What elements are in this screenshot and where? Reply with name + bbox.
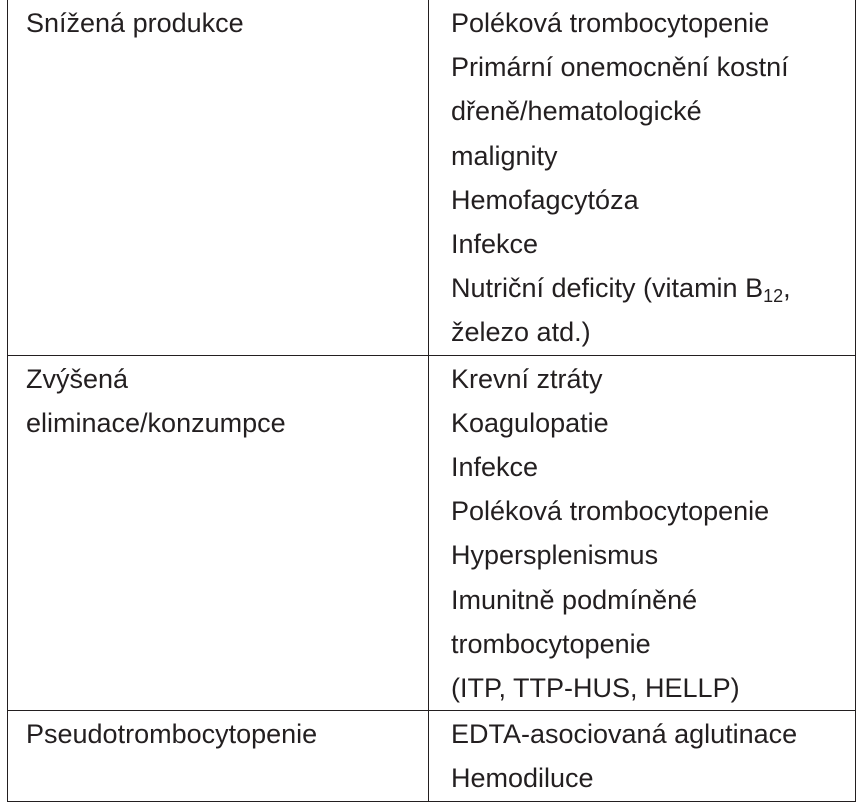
list-item: (ITP, TTP-HUS, HELLP) <box>451 673 740 704</box>
items-cell <box>429 355 856 711</box>
subscript-suffix: , <box>783 273 791 304</box>
list-item: Infekce <box>451 229 539 260</box>
category-cell <box>8 0 429 355</box>
list-item-with-subscript <box>451 266 855 310</box>
list-item: EDTA-asociovaná aglutinace <box>451 719 798 750</box>
list-item: Hemofagcytóza <box>451 184 639 215</box>
list-item: Hypersplenismus <box>451 540 659 571</box>
list-item-text: Nutriční deficity (vitamin B <box>451 273 764 304</box>
category-label: Snížená produkce <box>26 8 244 38</box>
list-item: Hemodiluce <box>451 763 594 794</box>
category-label: Pseudotrombocytopenie <box>26 719 318 750</box>
list-item: trombocytopenie <box>451 628 651 659</box>
table-row <box>8 711 856 801</box>
list-item: Primární onemocnění kostní <box>451 52 789 83</box>
list-item: malignity <box>451 140 558 171</box>
category-label-line: Zvýšená <box>26 363 129 394</box>
items-cell <box>429 711 856 801</box>
items-cell <box>429 0 856 355</box>
list-item: železo atd.) <box>451 317 591 348</box>
category-label-line: eliminace/konzumpce <box>26 407 286 438</box>
table-row <box>8 355 856 711</box>
table-row <box>8 0 856 355</box>
category-cell <box>8 355 429 711</box>
list-item: Poléková trombocytopenie <box>451 8 770 38</box>
list-item: Krevní ztráty <box>451 363 603 394</box>
category-cell <box>8 711 429 801</box>
list-item: Imunitně podmíněné <box>451 584 698 615</box>
subscript-text: 12 <box>763 286 784 307</box>
thrombocytopenia-causes-table-frame <box>7 0 855 800</box>
list-item: Poléková trombocytopenie <box>451 496 770 527</box>
list-item: dřeně/hematologické <box>451 96 702 127</box>
list-item: Koagulopatie <box>451 407 609 438</box>
list-item: Infekce <box>451 452 539 483</box>
thrombocytopenia-causes-table <box>7 0 856 802</box>
